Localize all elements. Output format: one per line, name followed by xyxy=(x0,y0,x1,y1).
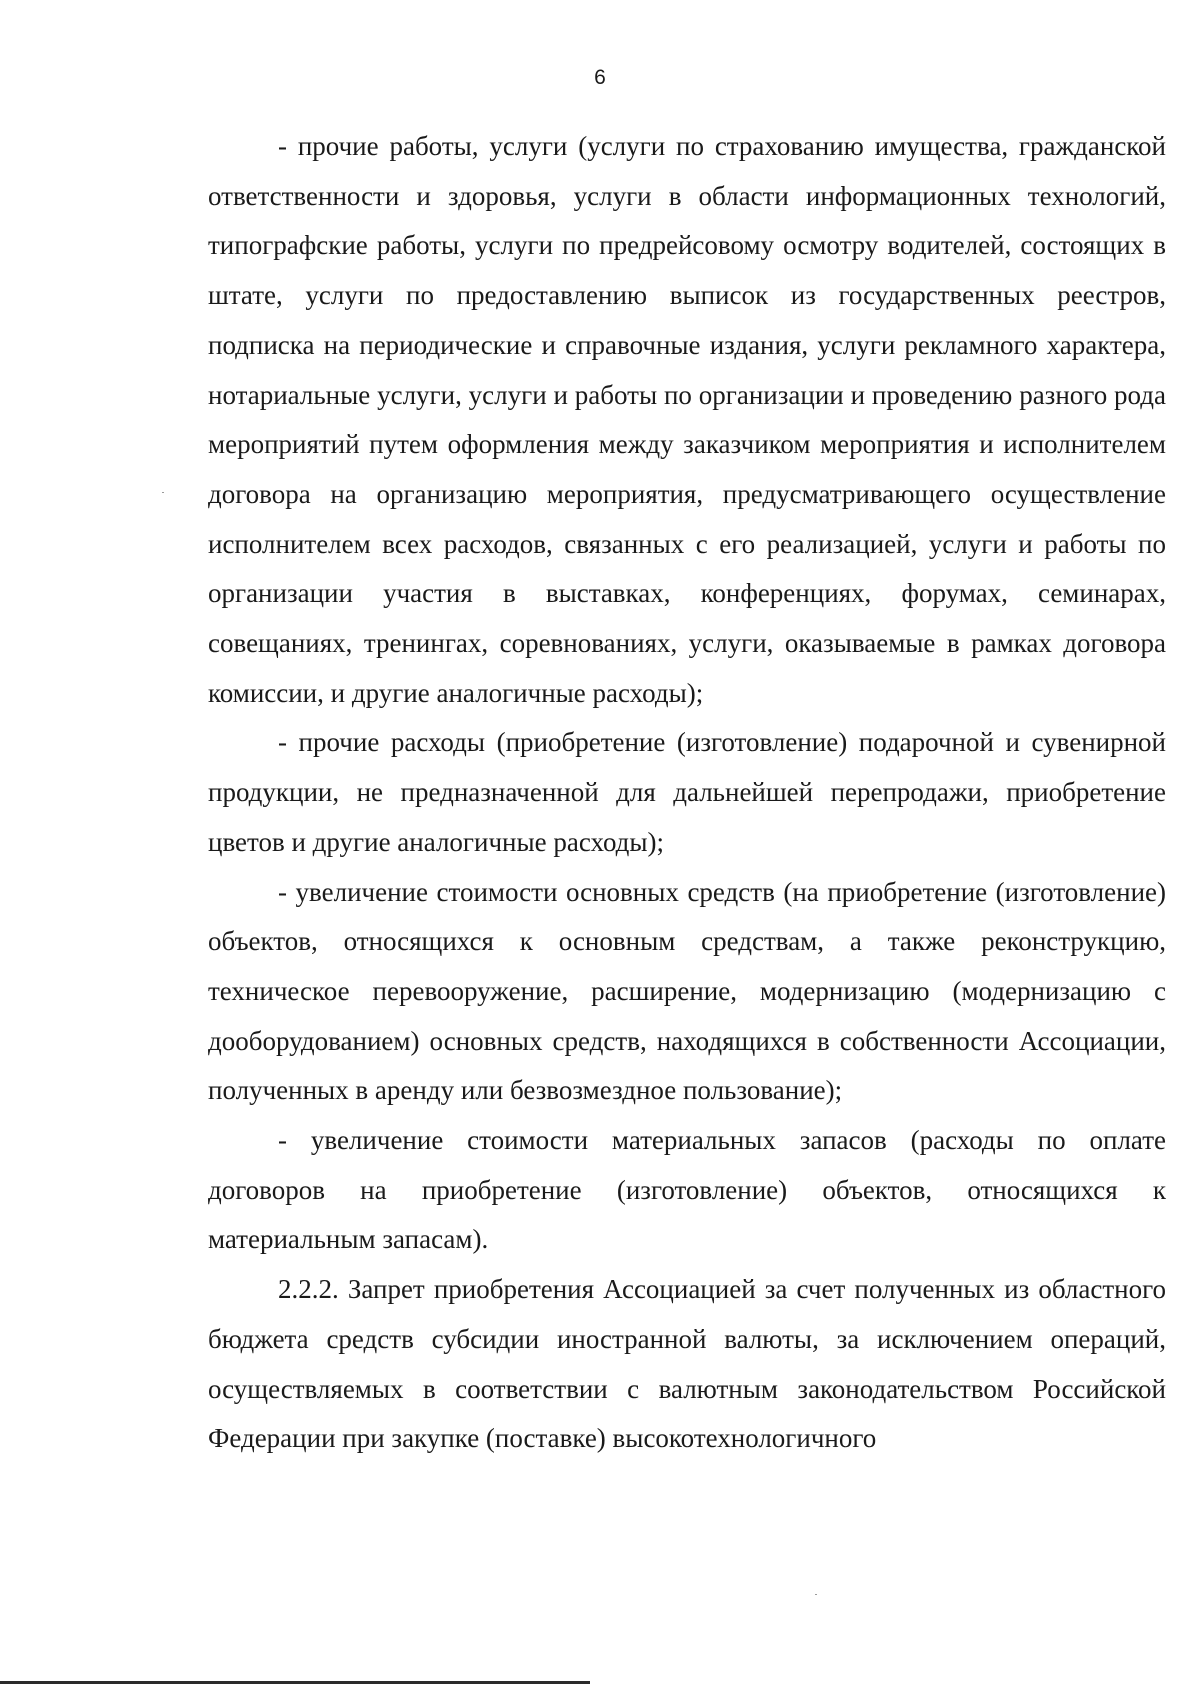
paragraph-clause-2-2-2: 2.2.2. Запрет приобретения Ассоциацией за счет полученных из областного бюджета средств субсидии иностранной валюты, за исключением операций, осуществляемых в соответствии с валютным законодательством Российской Федерации при закупке (поставке) высокотехнологичного xyxy=(208,1274,1166,1454)
scan-edge-rule xyxy=(0,1681,590,1684)
scan-speck xyxy=(162,492,164,493)
paragraph-other-expenses: - прочие расходы (приобретение (изготовление) подарочной и сувенирной продукции, не предназначенной для дальнейшей перепродажи, приобретение цветов и другие аналогичные расходы); xyxy=(208,727,1166,857)
scan-speck xyxy=(815,1594,817,1595)
document-body xyxy=(208,122,1166,1464)
paragraph-fixed-assets: - увеличение стоимости основных средств (на приобретение (изготовление) объектов, относящихся к основным средствам, а также реконструкцию, техническое перевооружение, расширение, модернизацию (модернизацию с дооборудованием) основных средств, находящихся в собственности Ассоциации, полученных в аренду или безвозмездное пользование); xyxy=(208,876,1166,1106)
page-number: 6 xyxy=(594,66,606,89)
paragraph-other-works-services: - прочие работы, услуги (услуги по страхованию имущества, гражданской ответственности и здоровья, услуги в области информационных технологий, типографские работы, услуги по предрейсовому осмотру водителей, состоящих в штате, услуги по предоставлению выписок из государственных реестров, подписка на периодические и справочные издания, услуги рекламного характера, нотариальные услуги, услуги и работы по организации и проведению разного рода мероприятий путем оформления между заказчиком мероприятия и исполнителем договора на организацию мероприятия, предусматривающего осуществление исполнителем всех расходов, связанных с его реализацией, услуги и работы по организации участия в выставках, конференциях, форумах, семинарах, совещаниях, тренингах, соревнованиях, услуги, оказываемые в рамках договора комиссии, и другие аналогичные расходы); xyxy=(208,131,1166,708)
paragraph-material-reserves: - увеличение стоимости материальных запасов (расходы по оплате договоров на приобретение (изготовление) объектов, относящихся к материальным запасам). xyxy=(208,1125,1166,1255)
